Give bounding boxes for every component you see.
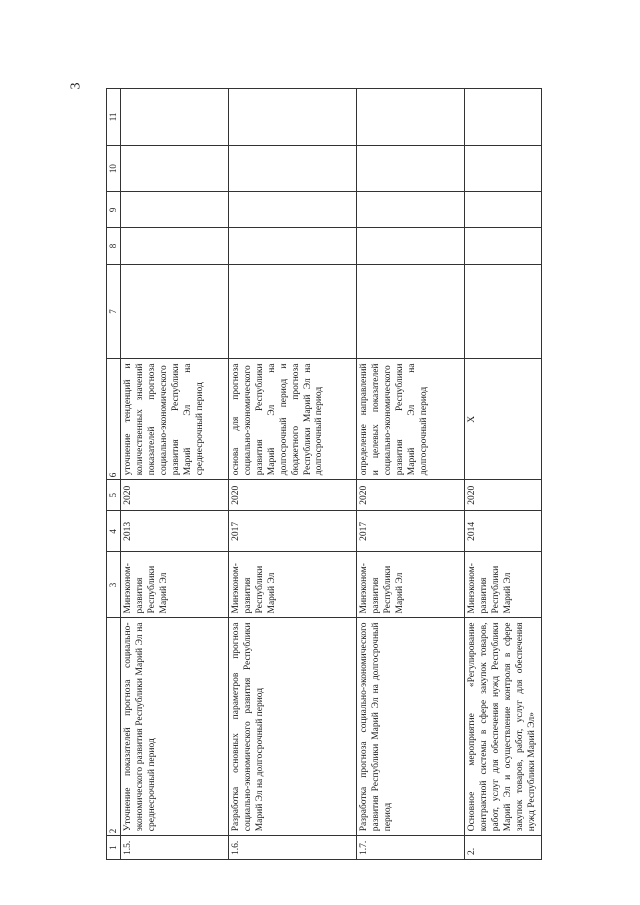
row-executor: Минэконом-развития Республики Марий Эл xyxy=(121,552,229,618)
table-header-row xyxy=(107,89,121,860)
row-start-year: 2017 xyxy=(357,511,465,552)
row-cell-7 xyxy=(229,264,357,359)
header-col-1: 1 xyxy=(107,836,121,860)
row-result: уточнение тенденций и количественных значений показателей прогноза социально-экономического развития Республики Марий Эл на среднесрочный период xyxy=(121,359,229,480)
row-number: 1.5. xyxy=(121,836,229,860)
row-cell-8 xyxy=(465,228,541,264)
row-cell-9 xyxy=(357,192,465,228)
row-executor: Минэконом-развития Республики Марий Эл xyxy=(357,552,465,618)
row-cell-10 xyxy=(357,145,465,191)
header-col-11: 11 xyxy=(107,89,121,146)
header-col-5: 5 xyxy=(107,480,121,511)
header-col-3: 3 xyxy=(107,552,121,618)
row-name: Разработка основных параметров прогноза социально-экономического развития Республики Марий Эл на долгосрочный период xyxy=(229,618,357,836)
row-end-year: 2020 xyxy=(121,480,229,511)
row-cell-7 xyxy=(357,264,465,359)
row-cell-9 xyxy=(229,192,357,228)
row-result: определение направлений и целевых показателей социально-экономического развития Республики Марий Эл на долгосрочный период xyxy=(357,359,465,480)
row-cell-11 xyxy=(357,89,465,146)
row-start-year: 2014 xyxy=(465,511,541,552)
table-row xyxy=(229,89,357,860)
row-end-year: 2020 xyxy=(465,480,541,511)
row-executor: Минэконом-развития Республики Марий Эл xyxy=(229,552,357,618)
row-end-year: 2020 xyxy=(229,480,357,511)
row-cell-7 xyxy=(121,264,229,359)
row-cell-11 xyxy=(121,89,229,146)
row-cell-10 xyxy=(465,145,541,191)
row-cell-11 xyxy=(229,89,357,146)
table-row xyxy=(465,89,541,860)
row-cell-8 xyxy=(357,228,465,264)
row-name: Основное мероприятие «Регулирование контрактной системы в сфере закупок товаров, работ, услуг для обеспечения нужд Республики Марий Эл и осуществление контроля в сфере закупок товаров, работ, услуг для обеспечения нужд Республики Марий Эл» xyxy=(465,618,541,836)
row-name: Разработка прогноза социально-экономического развития Республики Марий Эл на долгосрочный период xyxy=(357,618,465,836)
row-start-year: 2013 xyxy=(121,511,229,552)
rotated-table-container xyxy=(106,88,537,860)
row-cell-8 xyxy=(121,228,229,264)
row-cell-9 xyxy=(121,192,229,228)
row-cell-10 xyxy=(121,145,229,191)
row-end-year: 2020 xyxy=(357,480,465,511)
row-cell-8 xyxy=(229,228,357,264)
header-col-8: 8 xyxy=(107,228,121,264)
row-cell-7 xyxy=(465,264,541,359)
row-start-year: 2017 xyxy=(229,511,357,552)
header-col-2: 2 xyxy=(107,618,121,836)
row-number: 1.7. xyxy=(357,836,465,860)
row-number: 2. xyxy=(465,836,541,860)
table-row xyxy=(121,89,229,860)
header-col-7: 7 xyxy=(107,264,121,359)
header-col-4: 4 xyxy=(107,511,121,552)
header-col-9: 9 xyxy=(107,192,121,228)
row-name: Уточнение показателей прогноза социально-экономического развития Республики Марий Эл на среднесрочный период xyxy=(121,618,229,836)
row-cell-10 xyxy=(229,145,357,191)
row-cell-9 xyxy=(465,192,541,228)
header-col-6: 6 xyxy=(107,359,121,480)
row-result: X xyxy=(465,359,541,480)
page-number: 3 xyxy=(68,82,84,90)
row-number: 1.6. xyxy=(229,836,357,860)
row-executor: Минэконом-развития Республики Марий Эл xyxy=(465,552,541,618)
row-result: основа для прогноза социально-экономического развития Республики Марий Эл на долгосрочный период и бюджетного прогноза Республики Марий Эл на долгосрочный период xyxy=(229,359,357,480)
table-row xyxy=(357,89,465,860)
measures-table xyxy=(106,88,542,860)
header-col-10: 10 xyxy=(107,145,121,191)
row-cell-11 xyxy=(465,89,541,146)
